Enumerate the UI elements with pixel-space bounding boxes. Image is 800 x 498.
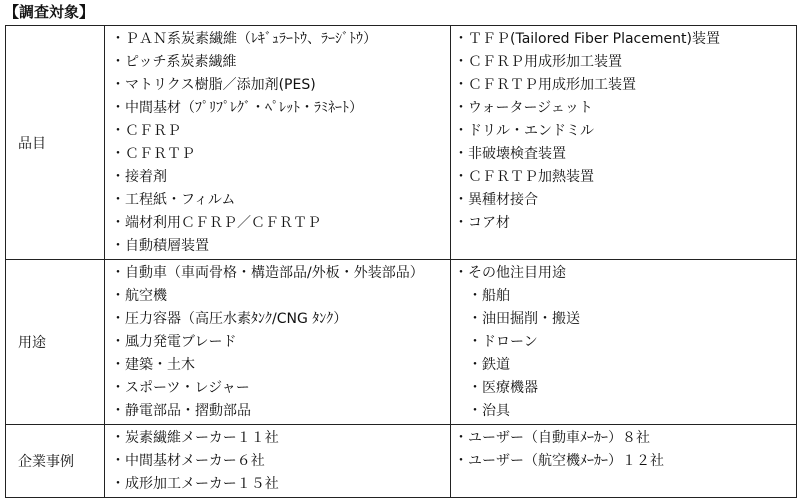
row-applications: [6, 260, 797, 425]
list-item: [105, 97, 450, 120]
right-column: [451, 260, 797, 425]
list-item: [105, 450, 450, 473]
item-text: 中間基材メーカー６社: [125, 453, 265, 469]
list-item: [105, 331, 450, 354]
bullet: ・: [454, 453, 468, 469]
list-item: [105, 212, 450, 235]
list-item: [105, 189, 450, 212]
item-text: ドリル・エンドミル: [468, 123, 594, 139]
left-column: [105, 26, 451, 260]
bullet: ・: [454, 192, 468, 208]
list-item: [451, 189, 796, 212]
survey-target-table: [5, 25, 797, 498]
sub-list-item: [451, 331, 796, 354]
list-item: [105, 262, 450, 285]
item-text: ＣＦＲＰ: [125, 123, 181, 139]
item-text: 異種材接合: [468, 192, 538, 208]
list-item: [105, 166, 450, 189]
item-text: 風力発電ブレード: [125, 334, 237, 350]
item-text: 航空機: [125, 288, 167, 304]
page-title: 【調査対象】: [4, 3, 95, 21]
item-text: 静電部品・摺動部品: [125, 403, 251, 419]
item-text: その他注目用途: [468, 265, 566, 281]
item-text: ユーザー（自動車ﾒｰｶｰ）８社: [468, 430, 650, 446]
list-item: [105, 473, 450, 496]
bullet: ・: [454, 169, 468, 185]
category-cell: 品目: [6, 26, 105, 260]
sub-list-item: [451, 285, 796, 308]
bullet: ・: [454, 215, 468, 231]
item-text: スポーツ・レジャー: [125, 380, 250, 396]
bullet: ・: [111, 311, 125, 327]
list-item: [451, 427, 796, 450]
item-text: 非破壊検査装置: [468, 146, 566, 162]
item-text: 船舶: [482, 288, 510, 304]
list-item: [105, 51, 450, 74]
list-item: [451, 74, 796, 97]
item-text: 建築・土木: [125, 357, 195, 373]
bullet: ・: [111, 403, 125, 419]
list-item: [451, 212, 796, 235]
bullet: ・: [111, 476, 125, 492]
bullet: ・: [111, 192, 125, 208]
list-item: [451, 166, 796, 189]
item-text: 成形加工メーカー１５社: [125, 476, 279, 492]
left-column: [105, 260, 451, 425]
item-text: 自動積層装置: [125, 238, 209, 254]
item-text: ＣＦＲＴＰ加熱装置: [468, 169, 594, 185]
bullet: ・: [111, 265, 125, 281]
item-text: 工程紙・フィルム: [125, 192, 236, 208]
bullet: ・: [111, 357, 125, 373]
item-text: ピッチ系炭素繊維: [125, 54, 237, 70]
left-column: [105, 425, 451, 498]
list-item: [105, 308, 450, 331]
right-column: [451, 425, 797, 498]
item-text: コア材: [468, 215, 510, 231]
bullet: ・: [111, 288, 125, 304]
bullet: ・: [468, 380, 482, 396]
item-text: 炭素繊維メーカー１１社: [125, 430, 279, 446]
item-text: 鉄道: [482, 357, 510, 373]
list-item: [105, 74, 450, 97]
list-item: [105, 400, 450, 423]
item-text: ＣＦＲＰ用成形加工装置: [468, 54, 622, 70]
item-text: ＣＦＲＴＰ: [125, 146, 195, 162]
item-text: ＰＡＮ系炭素繊維（ﾚｷﾞｭﾗｰﾄｳ、ﾗｰｼﾞﾄｳ）: [125, 31, 377, 47]
item-text: マトリクス樹脂／添加剤(PES): [125, 77, 316, 93]
bullet: ・: [111, 146, 125, 162]
bullet: ・: [111, 215, 125, 231]
list-item: [451, 120, 796, 143]
bullet: ・: [454, 265, 468, 281]
list-item: [105, 427, 450, 450]
item-text: 接着剤: [125, 169, 167, 185]
bullet: ・: [111, 123, 125, 139]
bullet: ・: [111, 31, 125, 47]
bullet: ・: [454, 430, 468, 446]
row-company-cases: [6, 425, 797, 498]
bullet: ・: [468, 311, 482, 327]
list-item: [105, 143, 450, 166]
sub-list-item: [451, 308, 796, 331]
bullet: ・: [111, 430, 125, 446]
bullet: ・: [454, 146, 468, 162]
list-item: [105, 28, 450, 51]
bullet: ・: [111, 100, 125, 116]
bullet: ・: [111, 169, 125, 185]
right-column: [451, 26, 797, 260]
item-text: ユーザー（航空機ﾒｰｶｰ）１２社: [468, 453, 664, 469]
bullet: ・: [111, 453, 125, 469]
item-text: ドローン: [482, 334, 538, 350]
bullet: ・: [468, 334, 482, 350]
item-text: 医療機器: [482, 380, 538, 396]
bullet: ・: [468, 288, 482, 304]
sub-list-item: [451, 354, 796, 377]
list-heading: [451, 262, 796, 285]
bullet: ・: [111, 334, 125, 350]
bullet: ・: [454, 100, 468, 116]
sub-list-item: [451, 400, 796, 423]
item-text: 治具: [482, 403, 510, 419]
list-item: [451, 28, 796, 51]
bullet: ・: [454, 123, 468, 139]
item-text: 端材利用ＣＦＲＰ／ＣＦＲＴＰ: [125, 215, 321, 231]
bullet: ・: [111, 380, 125, 396]
item-text: ＴＦＰ(Tailored Fiber Placement)装置: [468, 31, 720, 47]
item-text: 自動車（車両骨格・構造部品/外板・外装部品）: [125, 265, 424, 281]
bullet: ・: [454, 77, 468, 93]
bullet: ・: [454, 31, 468, 47]
item-text: 中間基材（ﾌﾟﾘﾌﾟﾚｸﾞ・ﾍﾟﾚｯﾄ・ﾗﾐﾈｰﾄ）: [125, 100, 363, 116]
item-text: 圧力容器（高圧水素ﾀﾝｸ/CNG ﾀﾝｸ）: [125, 311, 348, 327]
bullet: ・: [454, 54, 468, 70]
list-item: [105, 285, 450, 308]
item-text: ＣＦＲＴＰ用成形加工装置: [468, 77, 636, 93]
list-item: [105, 354, 450, 377]
list-item: [105, 235, 450, 258]
bullet: ・: [111, 77, 125, 93]
item-text: ウォータージェット: [468, 100, 593, 116]
list-item: [451, 450, 796, 473]
bullet: ・: [468, 357, 482, 373]
bullet: ・: [111, 238, 125, 254]
bullet: ・: [468, 403, 482, 419]
row-products: [6, 26, 797, 260]
category-cell: 企業事例: [6, 425, 105, 498]
list-item: [451, 51, 796, 74]
category-cell: 用途: [6, 260, 105, 425]
list-item: [105, 377, 450, 400]
sub-list-item: [451, 377, 796, 400]
bullet: ・: [111, 54, 125, 70]
list-item: [451, 97, 796, 120]
list-item: [105, 120, 450, 143]
list-item: [451, 143, 796, 166]
item-text: 油田掘削・搬送: [482, 311, 580, 327]
